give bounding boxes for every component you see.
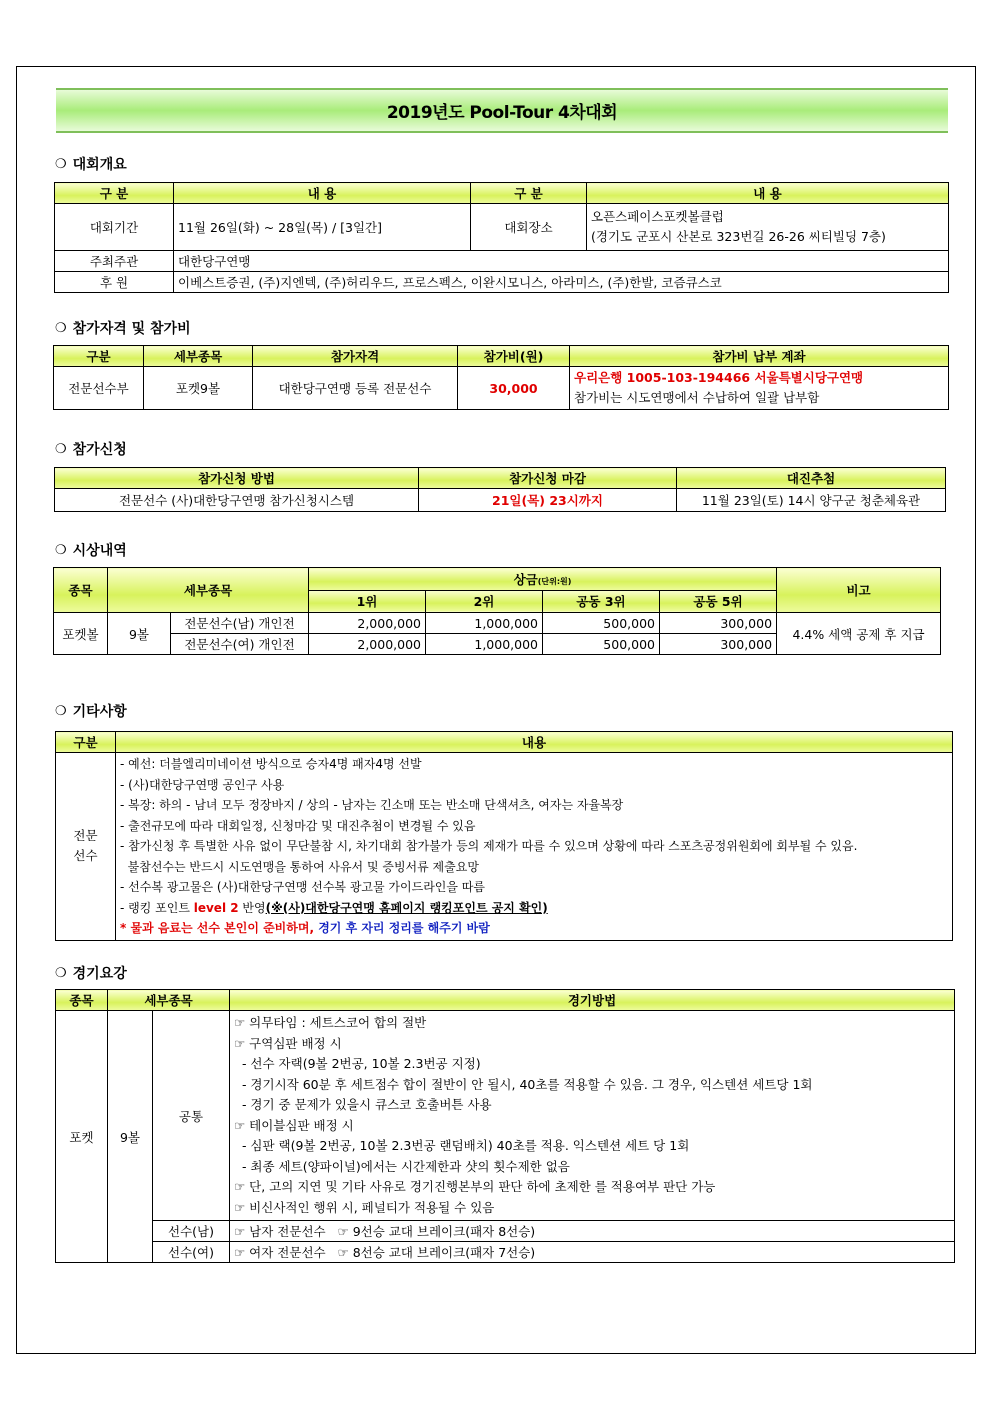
col-header: 비고 — [777, 568, 941, 613]
col-header: 종목 — [56, 990, 108, 1011]
prize-amount: 2,000,000 — [309, 613, 426, 634]
men-label: 선수(남) — [153, 1221, 230, 1242]
misc-item: - 선수복 광고물은 (사)대한당구연맹 선수복 광고물 가이드라인을 따름 — [120, 880, 485, 894]
women-rule: ☞ 여자 전문선수 ☞ 8선승 교대 브레이크(패자 7선승) — [230, 1242, 955, 1263]
section-heading-eligibility — [55, 318, 191, 338]
col-header: 세부종목 — [144, 346, 253, 367]
document-title-bar — [56, 88, 948, 133]
eligibility-table — [53, 345, 949, 410]
row-label: 후 원 — [55, 272, 174, 293]
game-name: 9볼 — [108, 1011, 153, 1263]
application-method: 전문선수 (사)대한당구연맹 참가신청시스템 — [55, 489, 419, 512]
col-header: 내 용 — [174, 183, 471, 204]
rule-line: ☞ 비신사적인 행위 시, 페널티가 적용될 수 있음 — [234, 1199, 495, 1215]
rules-content — [230, 1011, 955, 1221]
rule-line: - 경기 중 문제가 있을시 큐스코 호출버튼 사용 — [234, 1097, 492, 1112]
misc-item: - 복장: 하의 - 남녀 모두 정장바지 / 상의 - 남자는 긴소매 또는 반소매 단색셔츠, 여자는 자율복장 — [120, 798, 624, 812]
ranking-level: level 2 — [193, 900, 239, 915]
misc-item: - 참가신청 후 특별한 사유 없이 무단불참 시, 차기대회 참가불가 등의 제재가 따를 수 있으며 상황에 따라 스포츠공정위원회에 회부될 수 있음. — [120, 839, 858, 853]
col-header: 참가신청 방법 — [55, 468, 419, 489]
notice-item — [120, 918, 948, 939]
col-header-prize — [309, 568, 777, 591]
common-label: 공통 — [153, 1011, 230, 1221]
entry-fee: 30,000 — [458, 367, 570, 410]
ranking-prefix: - 랭킹 포인트 — [120, 900, 194, 915]
payment-note: 참가비는 시도연맹에서 수납하여 일괄 납부함 — [574, 390, 820, 405]
prize-unit: (단위:원) — [537, 576, 572, 586]
prize-amount: 500,000 — [543, 634, 660, 655]
venue-address: (경기도 군포시 산본로 323번길 26-26 씨티빌딩 7층) — [591, 229, 886, 244]
notice-blue: 경기 후 자리 정리를 해주기 바람 — [318, 921, 490, 935]
rule-line: ☞ 단, 고의 지연 및 기타 사유로 경기진행본부의 판단 하에 초제한 를 적용여부 판단 가능 — [234, 1179, 716, 1194]
col-header: 구분 — [56, 732, 116, 753]
misc-item: - (사)대한당구연맹 공인구 사용 — [120, 777, 285, 792]
section-bullet-icon: ❍ — [55, 156, 67, 172]
rule-line: - 선수 자랙(9볼 2번공, 10볼 2.3번공 지정) — [234, 1056, 481, 1071]
event-name: 포켓 — [56, 1011, 108, 1263]
sub-event: 포켓9볼 — [144, 367, 253, 410]
misc-table — [55, 731, 953, 941]
rule-line: ☞ 의무타임 : 세트스코어 합의 절반 — [234, 1015, 427, 1030]
prize-amount: 300,000 — [660, 634, 777, 655]
section-heading-rules — [55, 963, 127, 983]
col-header: 경기방법 — [230, 990, 955, 1011]
label-line: 선수 — [73, 848, 98, 864]
division-label: 전문선수(여) 개인전 — [171, 634, 309, 655]
rule-line: - 최종 세트(양파이널)에서는 시간제한과 샷의 횟수제한 없음 — [234, 1158, 570, 1174]
misc-item: - 예선: 더블엘리미네이션 방식으로 승자4명 패자4명 선발 — [120, 757, 422, 771]
section-heading-overview — [55, 154, 127, 174]
col-header: 참가자격 — [253, 346, 458, 367]
section-bullet-icon: ❍ — [55, 441, 67, 457]
prize-amount: 2,000,000 — [309, 634, 426, 655]
venue-name: 오픈스페이스포켓볼클럽 — [591, 208, 724, 224]
row-label: 대회장소 — [471, 204, 587, 251]
misc-item: 불참선수는 반드시 시도연맹을 통하여 사유서 및 증빙서류 제출요망 — [120, 859, 479, 874]
application-deadline: 21일(목) 23시까지 — [419, 489, 677, 512]
game-name: 9볼 — [108, 613, 171, 655]
section-title: 기타사항 — [72, 704, 127, 720]
draw-info: 11월 23일(토) 14시 양구군 청춘체육관 — [677, 489, 946, 512]
division-label: 전문선수(남) 개인전 — [171, 613, 309, 634]
event-name: 포켓볼 — [54, 613, 108, 655]
col-header: 세부종목 — [108, 990, 230, 1011]
application-table — [54, 467, 946, 512]
section-bullet-icon: ❍ — [55, 320, 67, 336]
section-heading-prizes — [55, 540, 127, 560]
organizer: 대한당구연맹 — [174, 251, 949, 272]
section-title: 시상내역 — [72, 543, 127, 559]
col-header: 대진추첨 — [677, 468, 946, 489]
document-title: 2019년도 Pool-Tour 4차대회 — [386, 103, 618, 123]
col-header: 구 분 — [55, 183, 174, 204]
section-bullet-icon: ❍ — [55, 965, 67, 981]
col-header: 참가신청 마감 — [419, 468, 677, 489]
payment-account — [570, 367, 949, 410]
rank-header: 1위 — [309, 590, 426, 613]
notice-red: * 물과 음료는 선수 본인이 준비하며, — [120, 921, 319, 935]
prize-table — [53, 567, 941, 655]
sponsors: 이베스트증권, (주)지엔텍, (주)허리우드, 프로스펙스, 이완시모니스, 아라미스, (주)한발, 코즘큐스코 — [174, 272, 949, 293]
section-title: 대회개요 — [72, 157, 127, 173]
section-heading-application — [55, 439, 127, 459]
division: 전문선수부 — [54, 367, 144, 410]
col-header: 세부종목 — [108, 568, 309, 613]
men-rule: ☞ 남자 전문선수 ☞ 9선승 교대 브레이크(패자 8선승) — [230, 1221, 955, 1242]
col-header: 내용 — [116, 732, 953, 753]
eligibility: 대한당구연맹 등록 전문선수 — [253, 367, 458, 410]
ranking-notice: (※(사)대한당구연맹 홈페이지 랭킹포인트 공지 확인) — [265, 900, 548, 915]
col-header: 종목 — [54, 568, 108, 613]
row-label: 대회기간 — [55, 204, 174, 251]
section-bullet-icon: ❍ — [55, 703, 67, 719]
rank-header: 공동 3위 — [543, 590, 660, 613]
ranking-mid: 반영 — [238, 900, 266, 915]
event-period: 11월 26일(화) ~ 28일(목) / [3일간] — [174, 204, 471, 251]
rules-table — [55, 989, 955, 1263]
prize-amount: 300,000 — [660, 613, 777, 634]
ranking-item — [120, 898, 948, 919]
prize-amount: 1,000,000 — [426, 613, 543, 634]
women-label: 선수(여) — [153, 1242, 230, 1263]
section-title: 경기요강 — [72, 966, 127, 982]
section-title: 참가자격 및 참가비 — [72, 321, 191, 337]
row-label: 주최주관 — [55, 251, 174, 272]
rule-line: - 심판 랙(9볼 2번공, 10볼 2.3번공 랜덤배치) 40초를 적용. 익스텐션 세트 당 1회 — [234, 1138, 690, 1153]
section-bullet-icon: ❍ — [55, 542, 67, 558]
event-venue — [587, 204, 949, 251]
overview-table — [54, 182, 949, 293]
prize-label: 상금 — [513, 571, 538, 587]
section-title: 참가신청 — [72, 442, 127, 458]
misc-content — [116, 753, 953, 941]
misc-label — [56, 753, 116, 941]
rank-header: 2위 — [426, 590, 543, 613]
bank-account: 우리은행 1005-103-194466 서울특별시당구연맹 — [574, 369, 864, 385]
label-line: 전문 — [73, 828, 98, 844]
rule-line: ☞ 테이블심판 배정 시 — [234, 1117, 354, 1133]
col-header: 참가비(원) — [458, 346, 570, 367]
rule-line: - 경기시작 60분 후 세트점수 합이 절반이 안 될시, 40초를 적용할 수 있음. 그 경우, 익스텐션 세트당 1회 — [234, 1076, 813, 1092]
col-header: 참가비 납부 계좌 — [570, 346, 949, 367]
prize-amount: 1,000,000 — [426, 634, 543, 655]
col-header: 내 용 — [587, 183, 949, 204]
rank-header: 공동 5위 — [660, 590, 777, 613]
col-header: 구 분 — [471, 183, 587, 204]
misc-item: - 출전규모에 따라 대회일정, 신청마감 및 대진추첨이 변경될 수 있음 — [120, 818, 476, 833]
section-heading-misc — [55, 701, 127, 721]
col-header: 구분 — [54, 346, 144, 367]
rule-line: ☞ 구역심판 배정 시 — [234, 1035, 342, 1051]
prize-note: 4.4% 세액 공제 후 지급 — [777, 613, 941, 655]
prize-amount: 500,000 — [543, 613, 660, 634]
